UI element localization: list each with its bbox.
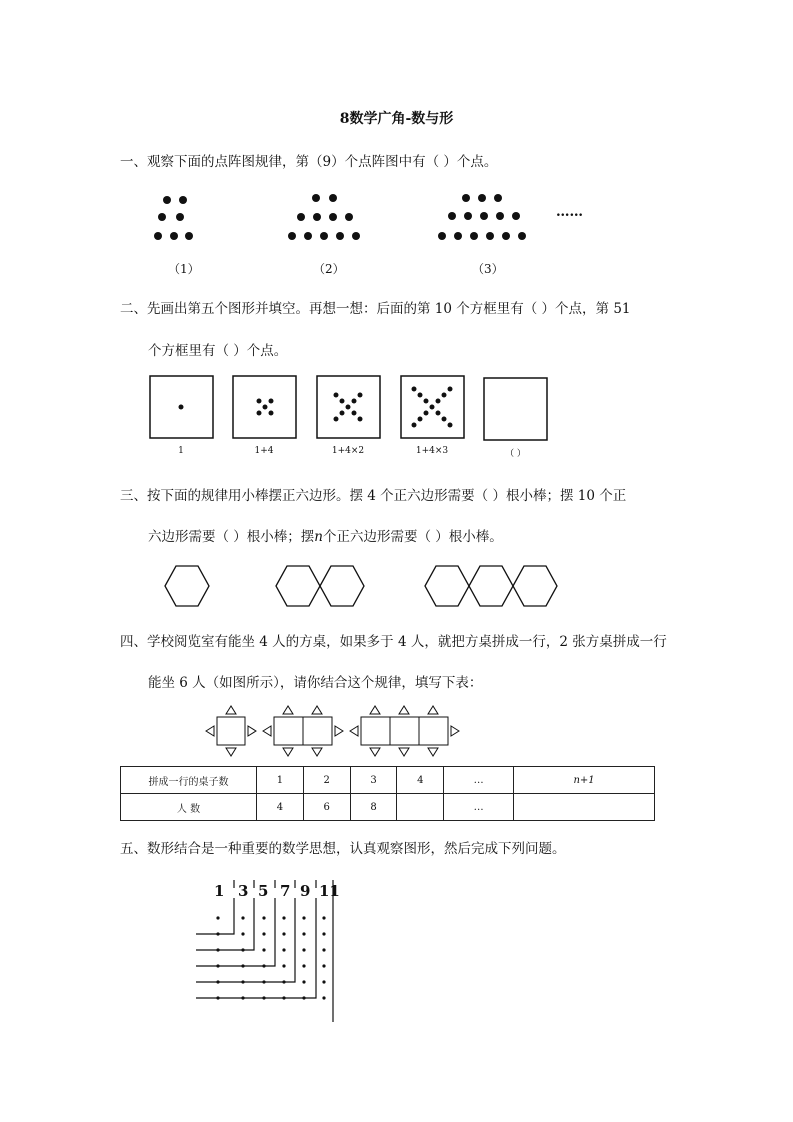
square-label-3: 1+4×2 [331,446,365,456]
square-label-4: 1+4×3 [415,446,449,456]
grid-dot [262,996,265,999]
grid-dot [216,964,219,967]
table-cell: … [444,794,514,821]
grid-dot [216,980,219,983]
figure-label-2: （2） [313,262,345,276]
grid-dot [241,980,244,983]
grid-dot [282,916,285,919]
grid-dot [241,948,244,951]
table-cell: 2 [303,767,350,794]
grid-dot [262,948,265,951]
grid-dot [282,932,285,935]
grid-dot [302,980,305,983]
page-title: 8数学广角-数与形 [339,111,454,127]
question-4-line1: 四、学校阅览室有能坐 4 人的方桌，如果多于 4 人，就把方桌拼成一行，2 张方桌拼成一行 [120,634,667,650]
table-cell: n+1 [514,767,655,794]
grid-dot [216,932,219,935]
grid-dot [322,964,325,967]
table-cell: 8 [350,794,397,821]
grid-dot [302,916,305,919]
grid-dot [262,964,265,967]
table-row [121,767,655,794]
grid-dot [241,932,244,935]
variable-n: n [314,529,323,545]
figure-label-1: （1） [168,262,200,276]
table-row [121,794,655,821]
grid-dot [216,996,219,999]
grid-dot [282,948,285,951]
grid-dot [241,964,244,967]
grid-number: 1 [214,882,225,900]
grid-dot [322,916,325,919]
grid-dot [241,996,244,999]
grid-dot [302,932,305,935]
square-label-1: 1 [178,446,184,456]
table-cell: 3 [350,767,397,794]
grid-dot [322,932,325,935]
grid-number: 3 [238,882,249,900]
grid-dot [216,948,219,951]
question-3-line2: 六边形需要（ ）根小棒；摆n个正六边形需要（ ）根小棒。 [148,529,503,545]
grid-number: 7 [280,882,291,900]
question-5-text: 五、数形结合是一种重要的数学思想，认真观察图形，然后完成下列问题。 [120,841,566,857]
figure-label-3: （3） [472,262,504,276]
table-answer-cell[interactable] [397,794,444,821]
square-label-2: 1+4 [254,446,274,456]
question-4-line2: 能坐 6 人（如图所示），请你结合这个规律，填写下表： [148,675,483,691]
question-1-text: 一、观察下面的点阵图规律，第（9）个点阵图中有（ ）个点。 [120,154,498,170]
square-label-5: （ ） [505,449,526,459]
grid-dot [302,964,305,967]
odd-number-dot-grid [196,878,340,1022]
grid-dot [262,916,265,919]
dot-grid-lines [196,878,334,1022]
grid-number: 11 [319,882,340,900]
grid-number: 9 [300,882,311,900]
grid-dot [282,996,285,999]
grid-dot [322,948,325,951]
grid-dot [282,980,285,983]
table-cell: 4 [257,794,304,821]
table-cell: 6 [303,794,350,821]
grid-number: 5 [258,882,269,900]
grid-dot [322,980,325,983]
ellipsis: …… [556,204,583,220]
table-answer-cell[interactable] [514,794,655,821]
grid-dot [262,932,265,935]
table-cell: … [444,767,514,794]
question-3-line1: 三、按下面的规律用小棒摆正六边形。摆 4 个正六边形需要（ ）根小棒；摆 10 个正 [120,488,627,504]
question-2-line1: 二、先画出第五个图形并填空。再想一想：后面的第 10 个方框里有（ ）个点，第 51 [120,301,631,317]
table-cell: 1 [257,767,304,794]
grid-dot [302,996,305,999]
grid-dot [322,996,325,999]
grid-dot [216,916,219,919]
answer-table [120,766,655,821]
table-cell: 4 [397,767,444,794]
grid-dot [302,948,305,951]
grid-dot [282,964,285,967]
question-2-line2: 个方框里有（ ）个点。 [148,343,288,359]
table-header-cell: 人 数 [121,794,257,821]
table-header-cell: 拼成一行的桌子数 [121,767,257,794]
grid-dot [241,916,244,919]
grid-dot [262,980,265,983]
